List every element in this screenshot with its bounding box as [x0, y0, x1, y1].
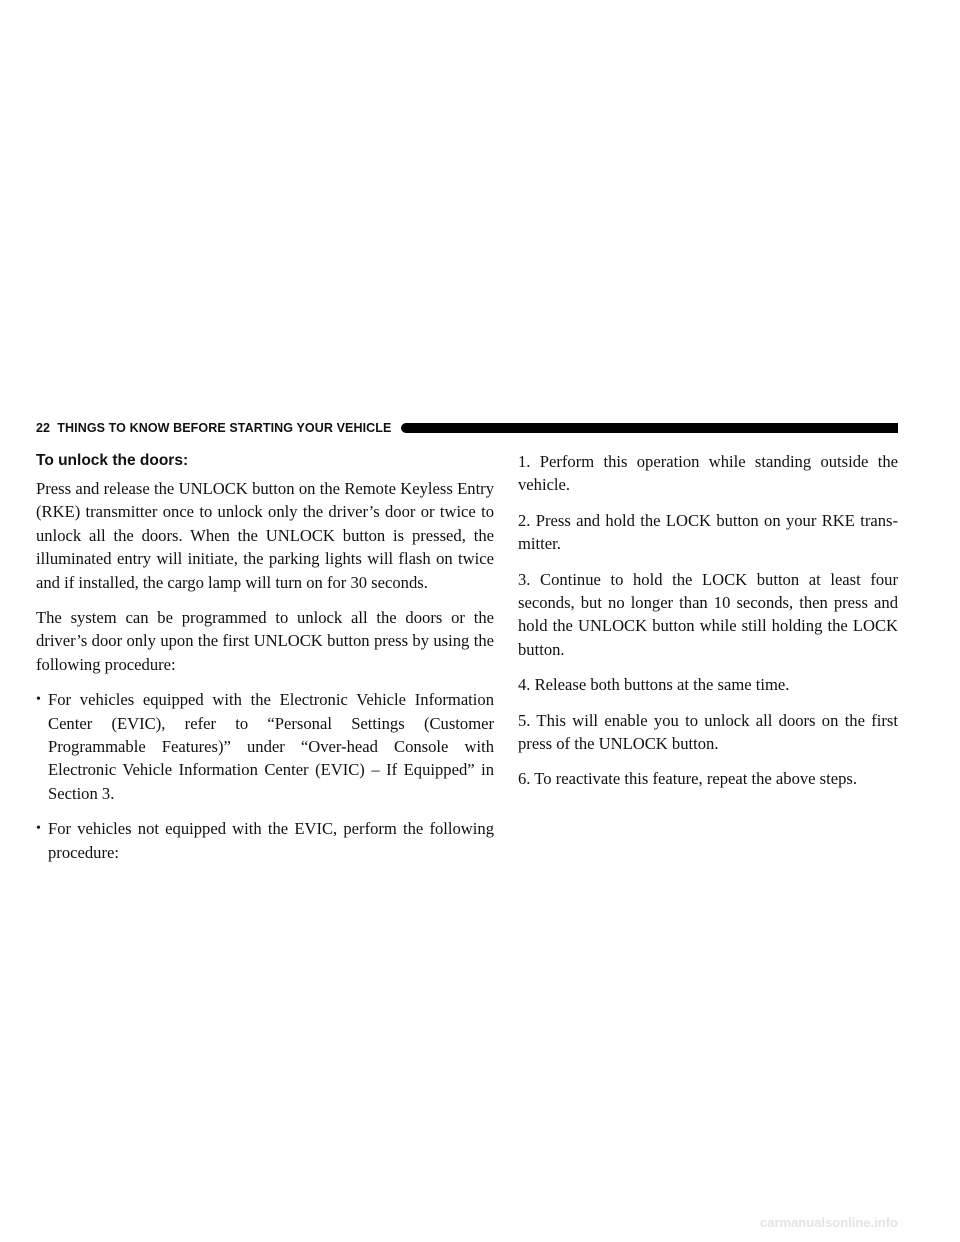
header-rule	[401, 423, 898, 433]
step-3: 3. Continue to hold the LOCK button at least four seconds, but no longer than 10 seconds, then press and hold the UNLOCK button while still holding the LOCK button.	[518, 569, 898, 659]
bullet-icon: •	[36, 692, 41, 708]
watermark: carmanualsonline.info	[760, 1215, 898, 1230]
bullet-item	[36, 817, 494, 864]
step-1: 1. Perform this operation while standing outside the vehicle.	[518, 452, 898, 495]
bullet-text: For vehicles not equipped with the EVIC, perform the following procedure:	[48, 819, 494, 862]
bullet-icon: •	[36, 821, 41, 837]
step-6: 6. To reactivate this feature, repeat the above steps.	[518, 769, 858, 789]
section-heading: To unlock the doors:	[36, 452, 189, 469]
paragraph-unlock: Press and release the UNLOCK button on the Remote Keyless Entry (RKE) transmitter once to unlock only the driver’s door or twice to unlock all the doors. When the UNLOCK button is pressed, the illuminated entry will initiate, the parking lights will flash on twice and if installed, the cargo lamp will turn on for 30 seconds.	[36, 479, 494, 592]
page-number: 22	[36, 421, 51, 435]
step-5: 5. This will enable you to unlock all doors on the first press of the UNLOCK button.	[518, 710, 898, 754]
page-header	[36, 419, 898, 437]
right-column	[518, 450, 898, 803]
section-title: THINGS TO KNOW BEFORE STARTING YOUR VEHICLE	[57, 421, 392, 435]
step-2: 2. Press and hold the LOCK button on your RKE trans-mitter.	[518, 510, 898, 554]
bullet-item	[36, 688, 494, 805]
bullet-text: For vehicles equipped with the Electronic Vehicle Information Center (EVIC), refer to “Personal Settings (Customer Programmable Features)” under “Over-head Console with Electronic Vehicle Information Center (EVIC) – If Equipped” in Section 3.	[48, 690, 494, 803]
left-column	[36, 450, 494, 876]
step-4: 4. Release both buttons at the same time.	[518, 675, 790, 695]
paragraph-programming: The system can be programmed to unlock all the doors or the driver’s door only upon the first UNLOCK button press by using the following procedure:	[36, 608, 494, 674]
page-header-text	[36, 421, 391, 435]
